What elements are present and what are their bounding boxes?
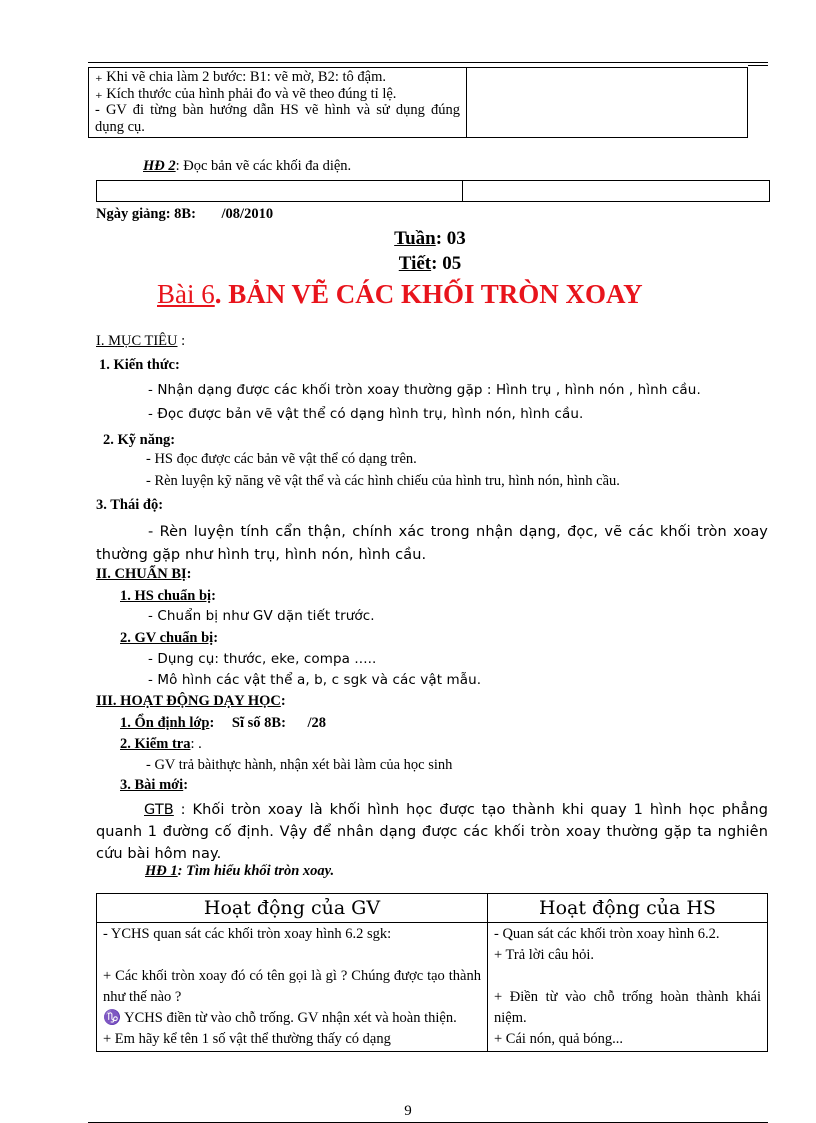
table-cell: - YCHS quan sát các khối tròn xoay hình 6.2 sgk: [103, 926, 392, 942]
hs-chuan-bi-heading: 1. HS chuẩn bị: [120, 588, 216, 604]
date-line [96, 206, 273, 223]
si-so-label: Sĩ số 8B: [231, 715, 286, 731]
thai-do-text: - Rèn luyện tính cẩn thận, chính xác trong nhận dạng, đọc, vẽ các khối tròn xoay thường gặp như hình trụ, hình nón, hình cầu. [96, 524, 768, 563]
date-label: Ngày giảng: 8B: [96, 206, 196, 222]
hd1-text: : Tìm hiểu khối tròn xoay. [177, 863, 335, 879]
ky-nang-heading: 2. Kỹ năng: [103, 432, 176, 448]
kiem-tra-item: - GV trả bàithực hành, nhận xét bài làm của học sinh [146, 757, 453, 773]
tuan-label: Tuần [394, 228, 436, 249]
tuan-line [0, 228, 816, 250]
top-table-line: ₊ Khi vẽ chia làm 2 bước: B1: vẽ mờ, B2: tô đậm. [95, 69, 386, 85]
empty-table [96, 180, 770, 202]
tuan-value: : 03 [435, 228, 466, 249]
hd2-line [143, 158, 351, 175]
top-rule-2 [748, 65, 768, 66]
hd1-label: HĐ 1 [145, 863, 178, 879]
gv-chuan-bi-item: - Mô hình các vật thể a, b, c sgk và các vật mẫu. [148, 672, 482, 688]
kien-thuc-item: - Đọc được bản vẽ vật thể có dạng hình trụ, hình nón, hình cầu. [148, 406, 584, 422]
top-table-left-cell [89, 68, 467, 138]
kien-thuc-item: - Nhận dạng được các khối tròn xoay thường gặp : Hình trụ , hình nón , hình cầu. [148, 382, 701, 398]
on-dinh-line: 1. Ổn định lớp: Sĩ số 8B: /28 [120, 715, 327, 731]
kien-thuc-heading: 1. Kiến thức: [99, 357, 180, 373]
hd1-line [145, 863, 334, 880]
table-cell: + Điền từ vào chỗ trống hoàn thành khái niệm. [494, 989, 761, 1026]
gtb-paragraph [96, 799, 768, 865]
lesson-title [157, 279, 643, 310]
table-row [97, 923, 768, 1052]
tiet-label: Tiết [398, 253, 432, 274]
muc-tieu-heading: I. MỤC TIÊU : [96, 333, 186, 349]
top-rule [88, 62, 768, 63]
top-table-right-cell [467, 68, 748, 138]
table-cell: + Em hãy kể tên 1 số vật thể thường thấy có dạng [103, 1031, 391, 1047]
gtb-text: : Khối tròn xoay là khối hình học được tạo thành khi quay 1 hình học phẳng quanh 1 đường cố định. Vậy để nhân dạng được các khối tròn xoay thường gặp ta nghiên cứu bài hôm nay. [96, 802, 768, 862]
page-number: 9 [404, 1103, 412, 1119]
hs-chuan-bi-item: - Chuẩn bị như GV dặn tiết trước. [148, 608, 375, 624]
ky-nang-item: - Rèn luyện kỹ năng vẽ vật thể và các hình chiếu của hình tru, hình nón, hình cầu. [146, 473, 620, 489]
thai-do-heading: 3. Thái độ: [96, 497, 164, 513]
chuan-bi-heading: II. CHUẨN BỊ: [96, 566, 192, 582]
table-cell: + Trả lời câu hỏi. [494, 947, 595, 963]
lesson-title-lead: Bài 6 [157, 279, 215, 309]
table-header-gv: Hoạt động của GV [97, 894, 488, 923]
top-table-line: - GV đi từng bàn hướng dẫn HS vẽ hình và sử dụng đúng dụng cụ. [95, 102, 460, 136]
hd2-text: : Đọc bản vẽ các khối đa diện. [175, 158, 352, 174]
table-header-hs: Hoạt động của HS [488, 894, 768, 923]
table-header-row [97, 894, 768, 923]
table-cell: ♑ YCHS điền từ vào chỗ trống. GV nhận xét và hoàn thiện. [103, 1010, 457, 1026]
tiet-value: : 05 [431, 253, 462, 274]
hoat-dong-heading: III. HOẠT ĐỘNG DẠY HỌC: [96, 693, 286, 709]
table-cell: - Quan sát các khối tròn xoay hình 6.2. [494, 926, 720, 942]
table-cell: + Cái nón, quả bóng... [494, 1031, 623, 1047]
activity-table [96, 893, 768, 1052]
top-table [88, 67, 748, 138]
date-value: /08/2010 [221, 206, 274, 222]
bai-moi-heading: 3. Bài mới: [120, 777, 189, 793]
gtb-label: GTB [144, 802, 174, 818]
tiet-line [0, 253, 816, 275]
si-so-value: /28 [307, 715, 327, 731]
hd2-label: HĐ 2 [143, 158, 176, 174]
gv-chuan-bi-item: - Dụng cụ: thước, eke, compa ..... [148, 651, 377, 667]
table-cell: + Các khối tròn xoay đó có tên gọi là gì ? Chúng được tạo thành như thế nào ? [103, 968, 481, 1005]
ky-nang-item: - HS đọc được các bản vẽ vật thể có dạng trên. [146, 451, 417, 467]
lesson-title-rest: . BẢN VẼ CÁC KHỐI TRÒN XOAY [214, 279, 643, 309]
kiem-tra-line: 2. Kiểm tra: . [120, 736, 202, 752]
gv-chuan-bi-heading: 2. GV chuẩn bị: [120, 630, 219, 646]
top-table-line: ₊ Kích thước của hình phải đo và vẽ theo đúng tỉ lệ. [95, 85, 397, 102]
